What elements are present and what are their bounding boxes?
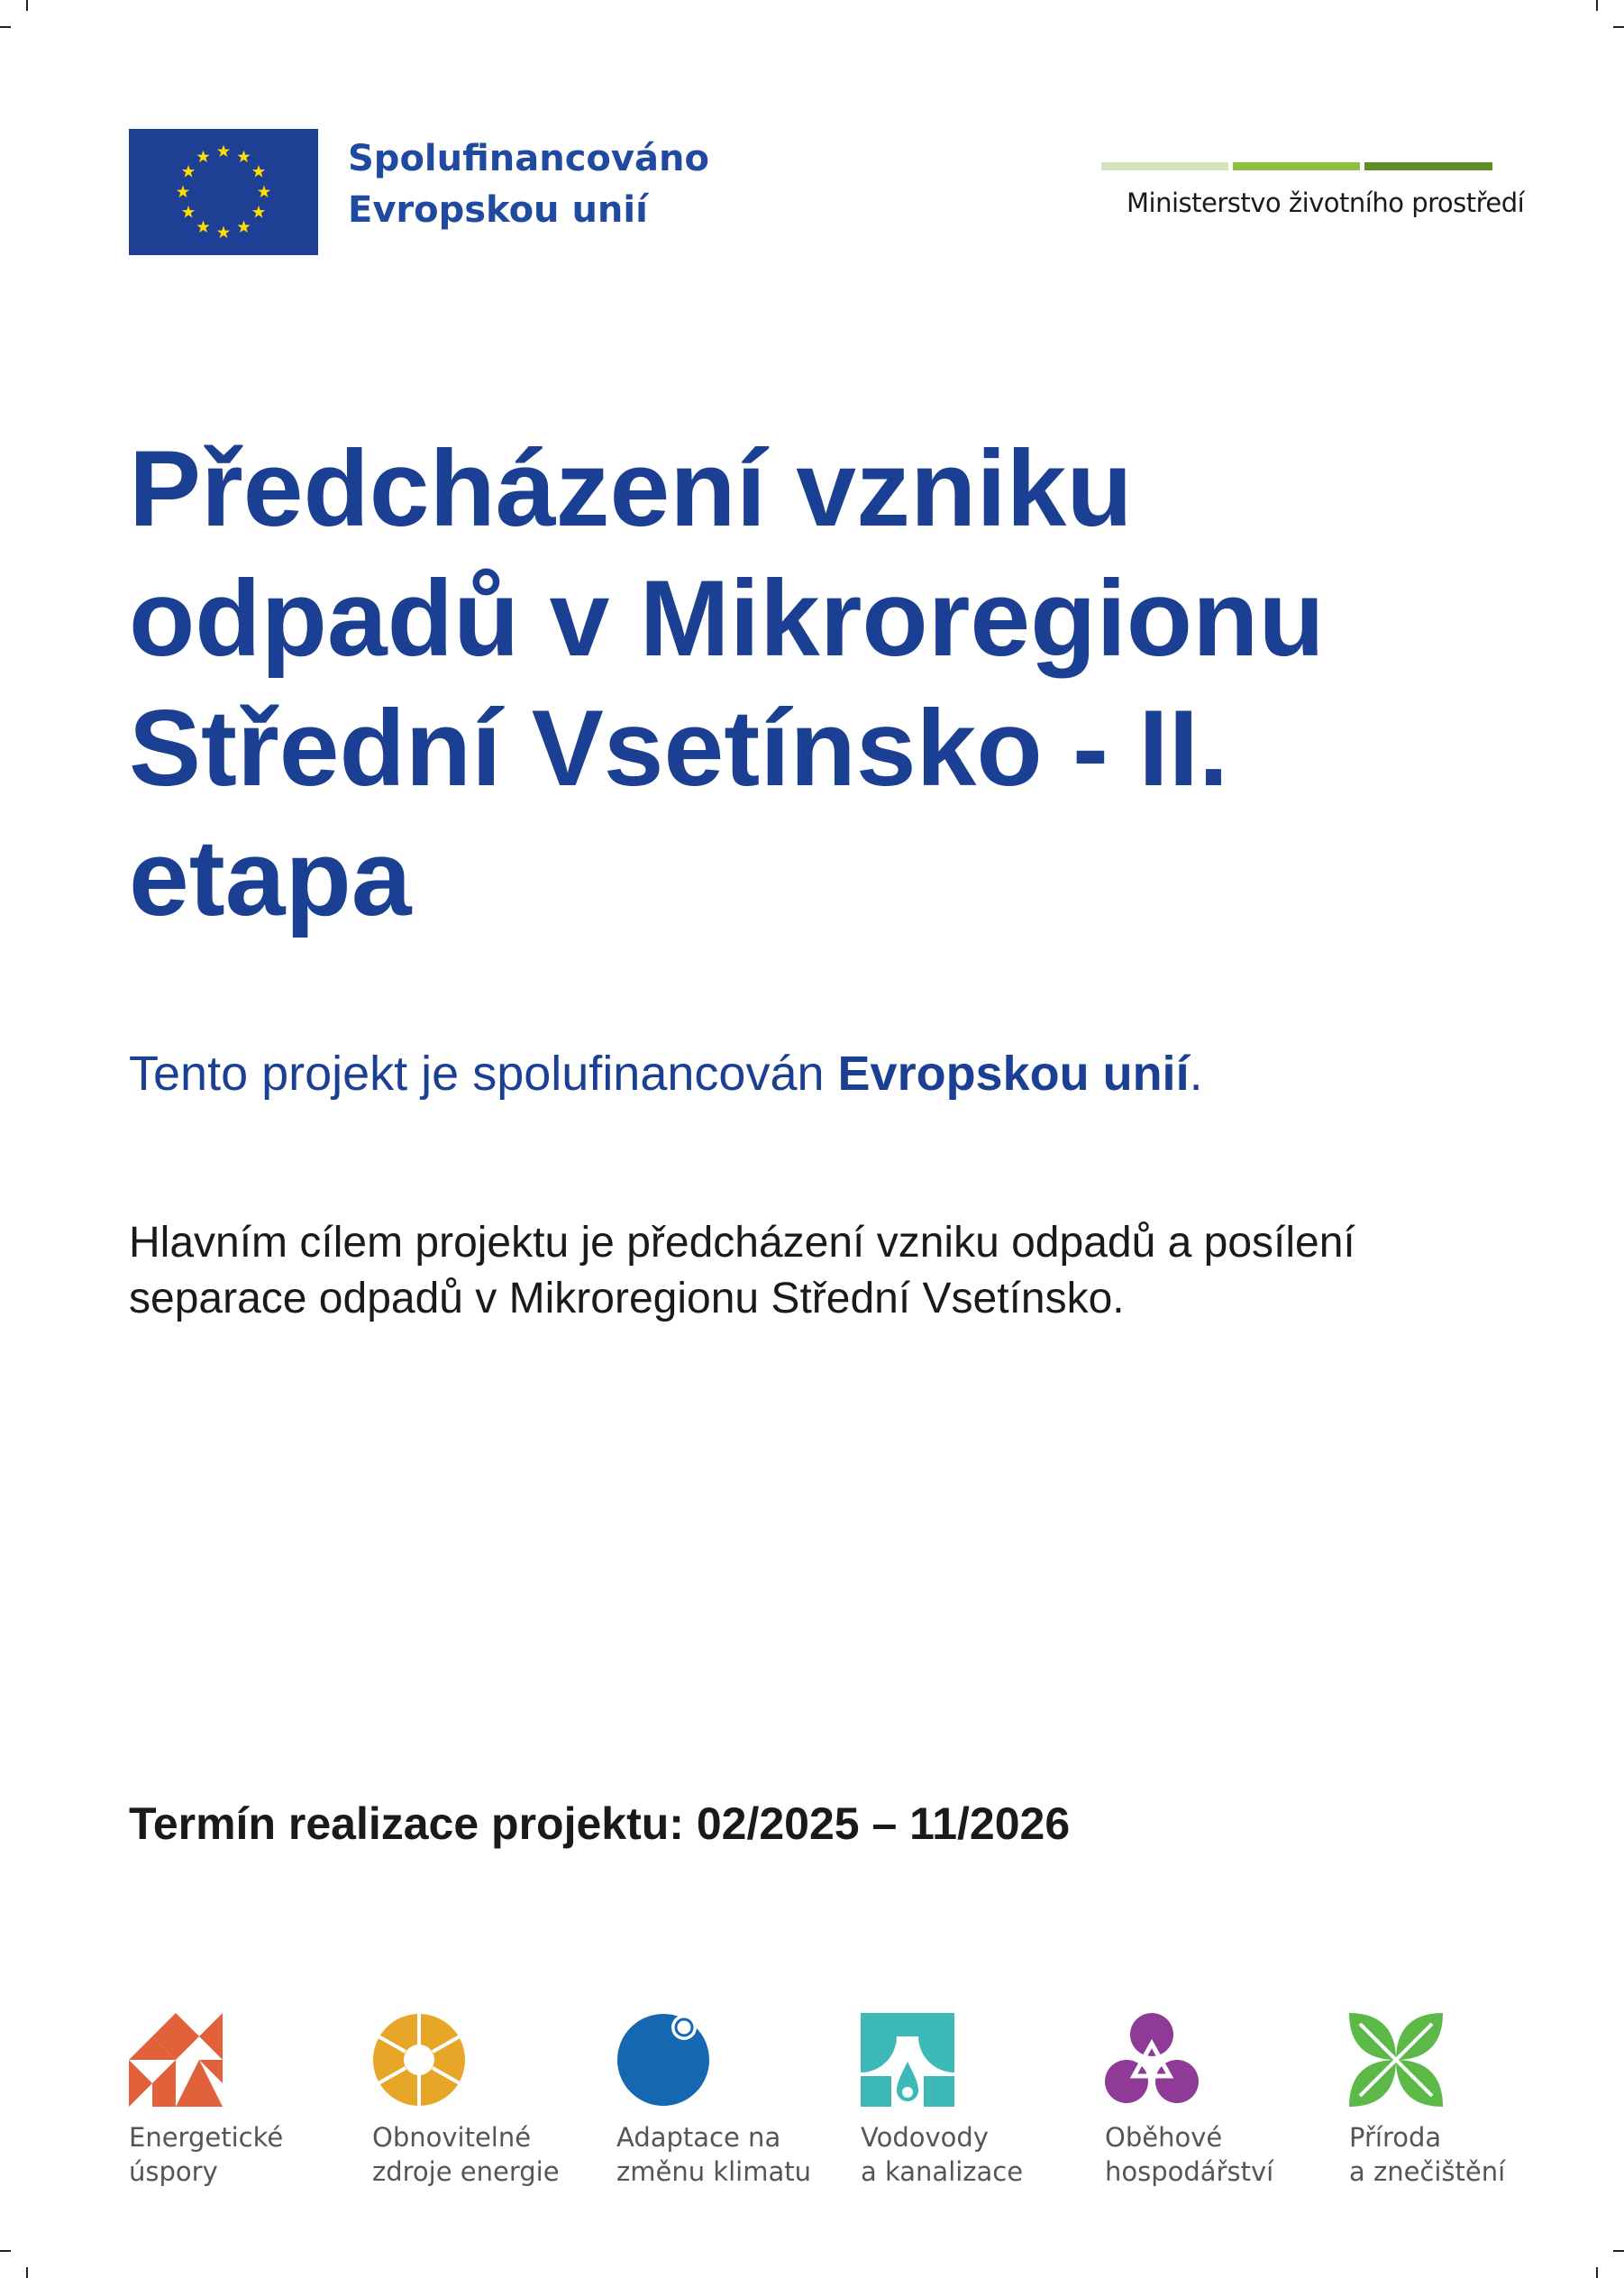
renewable-energy-icon <box>372 2013 466 2107</box>
theme-label-climate-adaptation <box>616 2120 811 2189</box>
crop-mark-top-right <box>1596 0 1598 11</box>
eu-cofinanced-line1: Spolufinancováno <box>348 138 709 179</box>
theme-label-line1: Obnovitelné <box>372 2122 532 2153</box>
eu-cofinanced-line2: Evropskou unií <box>348 189 648 231</box>
ministry-bar-mid <box>1233 162 1360 170</box>
crop-mark-bottom-left <box>0 2250 11 2252</box>
theme-label-line1: Příroda <box>1349 2122 1442 2153</box>
crop-mark-top-left <box>26 0 28 11</box>
climate-adaptation-icon <box>616 2013 710 2107</box>
theme-label-water-supply <box>861 2120 1023 2189</box>
water-supply-icon <box>861 2013 954 2107</box>
theme-label-nature-pollution <box>1349 2120 1505 2189</box>
crop-mark-bottom-right <box>1613 2250 1624 2252</box>
cofinance-bold: Evropskou unií <box>837 1047 1190 1101</box>
theme-label-line2: zdroje energie <box>372 2156 560 2187</box>
cofinance-prefix: Tento projekt je spolufinancován <box>129 1047 838 1101</box>
circular-economy-icon <box>1105 2013 1199 2107</box>
crop-mark-top-right <box>1613 26 1624 28</box>
crop-mark-top-left <box>0 26 11 28</box>
nature-pollution-icon <box>1349 2013 1443 2107</box>
energy-savings-icon <box>129 2013 223 2107</box>
theme-label-line2: úspory <box>129 2156 218 2187</box>
theme-label-line2: a znečištění <box>1349 2156 1506 2187</box>
crop-mark-bottom-left <box>26 2267 28 2278</box>
ministry-bar-light <box>1101 162 1228 170</box>
theme-label-circular-economy <box>1105 2120 1273 2189</box>
theme-label-line2: a kanalizace <box>861 2156 1024 2187</box>
project-title: Předcházení vzniku odpadů v Mikroregionu Střední Vsetínsko - II. etapa <box>129 428 1325 938</box>
theme-label-energy-savings <box>129 2120 283 2189</box>
cofinance-suffix: . <box>1189 1047 1203 1101</box>
theme-label-line1: Adaptace na <box>616 2122 781 2153</box>
theme-label-line2: změnu klimatu <box>616 2156 811 2187</box>
ministry-bar-dark <box>1364 162 1492 170</box>
project-goal: Hlavním cílem projektu je předcházení vzniku odpadů a posílení separace odpadů v Mikroregionu Střední Vsetínsko. <box>129 1219 1355 1322</box>
theme-label-line1: Energetické <box>129 2122 284 2153</box>
ministry-name: Ministerstvo životního prostředí <box>1127 188 1525 218</box>
eu-flag-icon <box>129 129 318 255</box>
project-term: Termín realizace projektu: 02/2025 – 11/2026 <box>129 1798 1071 1849</box>
theme-label-line2: hospodářství <box>1105 2156 1274 2187</box>
theme-label-line1: Vodovody <box>861 2122 989 2153</box>
cofinance-statement <box>129 1046 1203 1102</box>
theme-label-renewable-energy <box>372 2120 560 2189</box>
crop-mark-bottom-right <box>1596 2267 1598 2278</box>
theme-label-line1: Oběhové <box>1105 2122 1223 2153</box>
